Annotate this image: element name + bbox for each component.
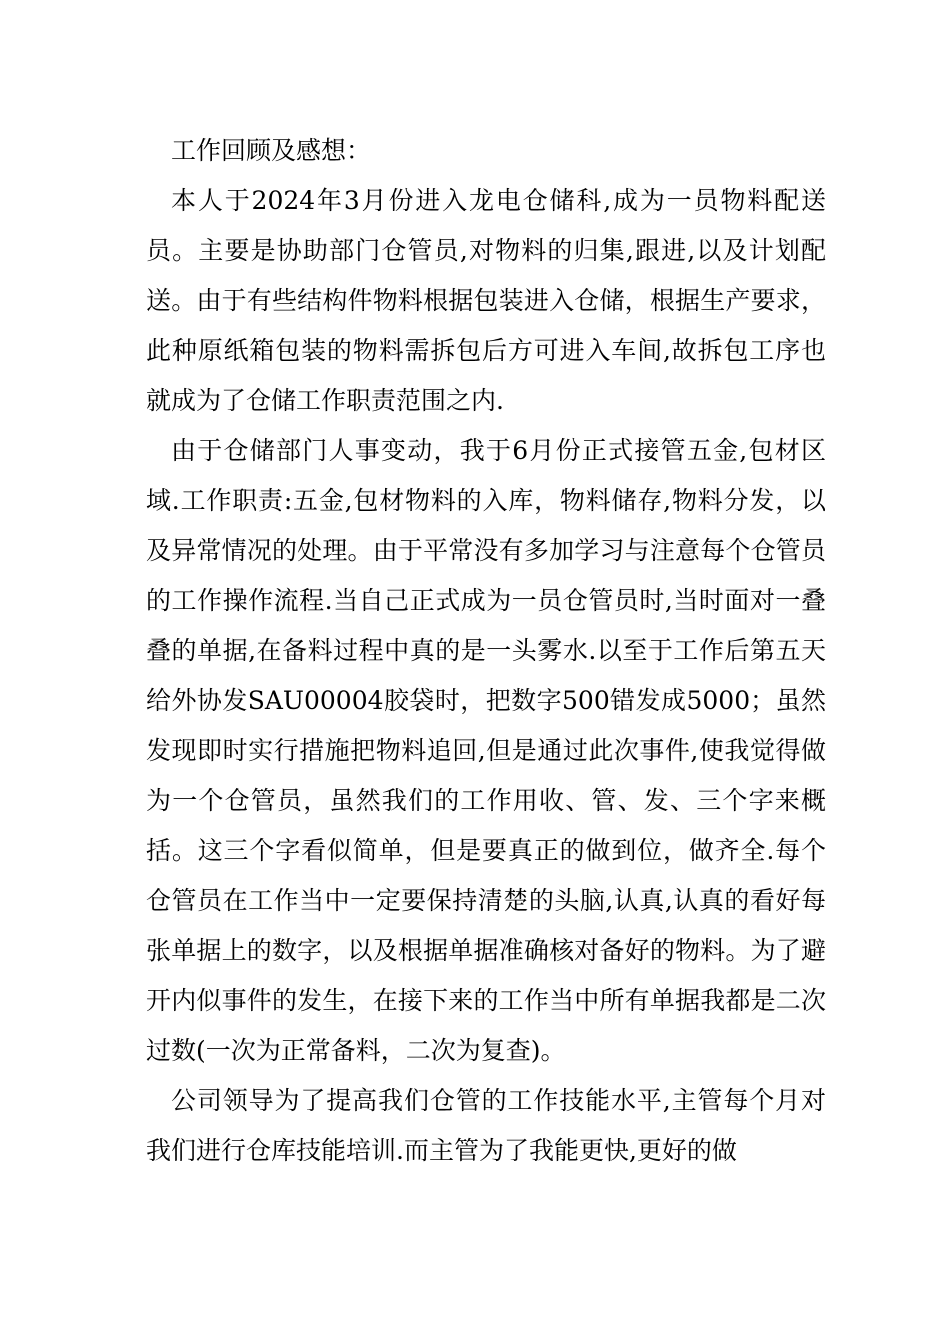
paragraph-2: 由于仓储部门人事变动，我于6月份正式接管五金,包材区域.工作职责:五金,包材物料的入库，物料储存,物料分发，以及异常情况的处理。由于平常没有多加学习与注意每个仓管员的工作操作流程.当自己正式成为一员仓管员时,当时面对一叠叠的单据,在备料过程中真的是一头雾水.以至于工作后第五天给外协发SAU00004胶袋时，把数字500错发成5000；虽然发现即时实行措施把物料追回,但是通过此次事件,使我觉得做为一个仓管员，虽然我们的工作用收、管、发、三个字来概括。这三个字看似简单，但是要真正的做到位，做齐全.每个仓管员在工作当中一定要保持清楚的头脑,认真,认真的看好每张单据上的数字，以及根据单据准确核对备好的物料。为了避开内似事件的发生，在接下来的工作当中所有单据我都是二次过数(一次为正常备料，二次为复查)。 bbox=[146, 436, 826, 1065]
document-heading: 工作回顾及感想： bbox=[171, 136, 372, 165]
paragraph-3: 公司领导为了提高我们仓管的工作技能水平,主管每个月对我们进行仓库技能培训.而主管为了我能更快,更好的做 bbox=[146, 1086, 826, 1165]
document-body bbox=[146, 126, 826, 1176]
paragraph-1: 本人于2024年3月份进入龙电仓储科,成为一员物料配送员。主要是协助部门仓管员,对物料的归集,跟进,以及计划配送。由于有些结构件物料根据包装进入仓储，根据生产要求，此种原纸箱包装的物料需拆包后方可进入车间,故拆包工序也就成为了仓储工作职责范围之内. bbox=[146, 186, 826, 415]
